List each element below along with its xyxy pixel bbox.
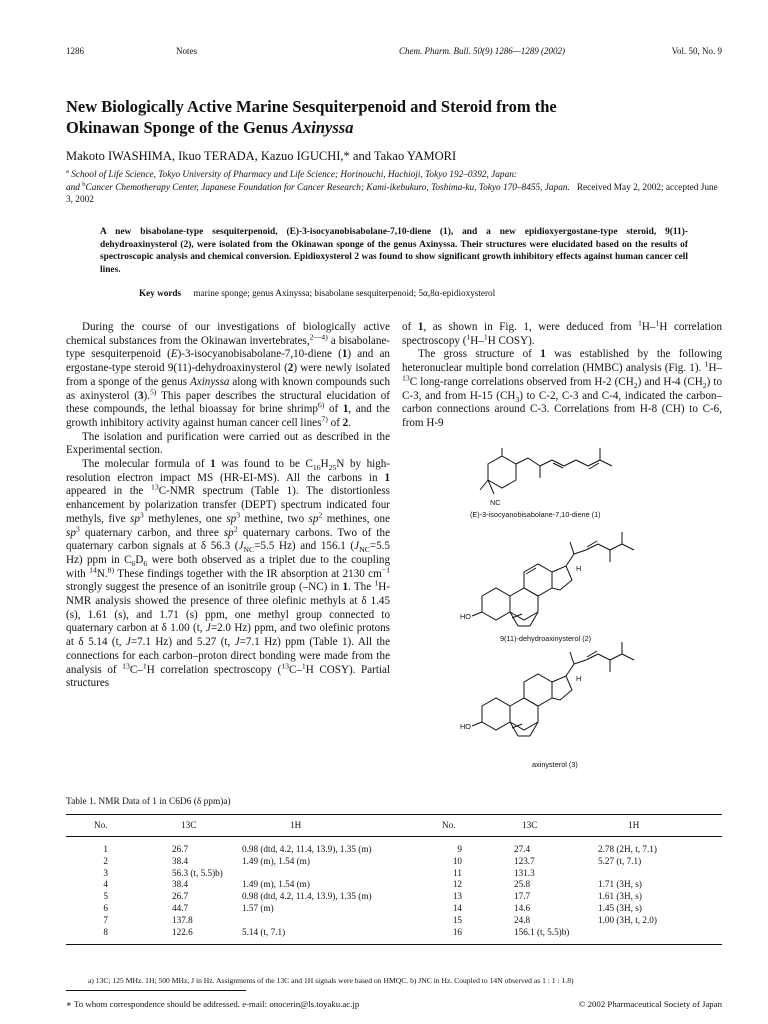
cell-no: 8 <box>103 926 108 937</box>
section-label: Notes <box>176 46 197 56</box>
correspondence-note: ∗ To whom correspondence should be addressed. e-mail: onocerin@ls.toyaku.ac.jp <box>66 999 360 1009</box>
cell-no: 14 <box>452 902 462 913</box>
affiliation-and: and <box>66 182 80 193</box>
table-header-13c: 13C <box>522 820 538 830</box>
h-label: H <box>576 564 582 573</box>
cell-13c: 56.3 (t, 5.5)b) <box>172 867 223 878</box>
h-label: H <box>576 674 582 683</box>
footnote-rule <box>66 990 246 991</box>
cell-13c: 26.7 <box>172 844 189 854</box>
volume-label: Vol. 50, No. 9 <box>671 46 722 56</box>
table-header-rule <box>66 836 722 837</box>
nc-label: NC <box>490 498 501 507</box>
cell-13c: 17.7 <box>514 891 531 902</box>
cell-no: 15 <box>452 914 462 925</box>
received-dates: Received May 2, 2002; accepted June 3, 2002 <box>66 182 718 206</box>
structure-figure <box>460 448 660 770</box>
cell-13c: 38.4 <box>172 855 189 866</box>
cell-13c: 26.7 <box>172 891 189 902</box>
copyright: © 2002 Pharmaceutical Society of Japan <box>578 999 722 1009</box>
structure-3-label: axinysterol (3) <box>532 760 578 769</box>
author-list <box>66 149 706 164</box>
affiliations: $^a$ School of Life Science, Tokyo University of Pharmacy and Life Science; Horinouchi, Hachioji, Tokyo 192–0392, Japan: and $^b$Cancer Chemotherapy Center, Japanese Foundation for Cancer Research; Kami-ikebukuro, Toshima-ku, Tokyo 170–8455, Japan. Received May 2, 2002; accepted June 3, 2002 <box>66 167 718 206</box>
cell-13c: 27.4 <box>514 844 531 854</box>
title-line-1: New Biologically Active Marine Sesquiterpenoid and Steroid from the <box>66 97 557 116</box>
table-header-1h: 1H <box>628 820 640 830</box>
keywords <box>139 288 495 298</box>
cell-13c: 24.8 <box>514 914 531 925</box>
cell-1h: 1.71 (3H, s) <box>598 879 642 890</box>
cell-13c: 25.8 <box>514 879 531 890</box>
journal-citation: Chem. Pharm. Bull. 50(9) 1286—1289 (2002) <box>399 46 565 56</box>
table-bottom-rule <box>66 944 722 945</box>
body-column-left <box>66 321 390 691</box>
affiliation-b: Cancer Chemotherapy Center, Japanese Foundation for Cancer Research; Kami-ikebukuro, Toshima-ku, Tokyo 170–8455, Japan. <box>85 182 570 193</box>
table-footnote: a) 13C; 125 MHz. 1H; 500 MHz, J in Hz. Assignments of the 13C and 1H signals were based on HMQC. b) JNC in Hz. Coupled to 14N observed as 1 : 1 : 1.8) <box>88 976 574 985</box>
cell-1h: 1.00 (3H, t, 2.0) <box>598 914 657 925</box>
table-row <box>66 856 722 868</box>
abstract: A new bisabolane-type sesquiterpenoid, (E)-3-isocyanobisabolane-7,10-diene (1), and a new epidioxyergostane-type steroid, 9(11)-dehydroaxinysterol (2), were isolated from the Okinawan sponge of the genus Axinyssa. Their structures were elucidated based on the results of spectroscopic analysis and chemical conversion. Epidioxysterol 2 was found to show significant growth inhibitory effects against human cancer cell lines. <box>100 227 688 275</box>
table-body <box>66 844 722 938</box>
cell-1h: 0.98 (dtd, 4.2, 11.4, 13.9), 1.35 (m) <box>242 844 372 854</box>
page-number: 1286 <box>66 46 84 56</box>
table-row <box>66 927 722 939</box>
table-header-no: No. <box>442 820 456 830</box>
structures-drawing <box>460 448 660 770</box>
cell-1h: 5.14 (t, 7.1) <box>242 926 286 937</box>
cell-1h: 1.49 (m), 1.54 (m) <box>242 879 310 890</box>
table-row <box>66 879 722 891</box>
ho-label: HO <box>460 612 471 621</box>
cell-no: 3 <box>103 867 108 878</box>
article-title <box>66 96 706 138</box>
cell-13c: 38.4 <box>172 879 189 890</box>
cell-no: 6 <box>103 902 108 913</box>
cell-13c: 14.6 <box>514 902 531 913</box>
paragraph: The gross structure of 1 was established by the following heteronuclear multiple bond correlation (HMBC) analysis (Fig. 1). $^1$H–$^{13}$C long-range correlations observed from H-2 $(CH_2)$ and H-4 $(CH_2)$ to C-3, and from H-15 $(CH_3)$ to C-2, C-3 and C-4, indicated the carbon–carbon connections around C-3. Correlations from H-8 (CH) to C-6, from H-9 <box>402 348 722 429</box>
structure-1 <box>480 448 612 494</box>
table-row <box>66 844 722 856</box>
cell-13c: 156.1 (t, 5.5)b) <box>514 926 570 937</box>
paragraph: The isolation and purification were carried out as described in the Experimental section. <box>66 430 390 457</box>
cell-13c: 123.7 <box>514 855 535 866</box>
cell-1h: 1.49 (m), 1.54 (m) <box>242 855 310 866</box>
table-caption: Table 1. NMR Data of 1 in C6D6 (δ ppm)a) <box>66 797 231 807</box>
affiliation-a: School of Life Science, Tokyo University of Pharmacy and Life Science; Horinouchi, Hachioji, Tokyo 192–0392, Japan: <box>71 170 517 180</box>
body-column-right <box>402 318 722 431</box>
table-top-rule <box>66 814 722 815</box>
table-row <box>66 915 722 927</box>
cell-1h: 5.27 (t, 7.1) <box>598 855 642 866</box>
table-header-no: No. <box>94 820 108 830</box>
cell-1h: 0.98 (dtd, 4.2, 11.4, 13.9), 1.35 (m) <box>242 891 372 902</box>
cell-no: 16 <box>452 926 462 937</box>
cell-1h: 2.78 (2H, t, 7.1) <box>598 844 657 854</box>
cell-13c: 137.8 <box>172 914 193 925</box>
title-genus: Axinyssa <box>292 118 354 137</box>
paragraph: The molecular formula of 1 was found to be $C_{16}H_{25}N$ by high-resolution electron impact MS (HR-EI-MS). All the carbons in 1 appeared in the $^{13}$C-NMR spectrum (Table 1). The distortionless enhancement by polarization transfer (DEPT) spectrum indicated four methyls, five $sp^3$ methylenes, one $sp^3$ methine, two $sp^2$ methines, one $sp^3$ quaternary carbon, and three $sp^2$ quaternary carbons. Two of the quaternary carbon signals at δ 56.3 ($J_{NC}=5.5$ Hz) and 156.1 ($J_{NC}=5.5$ Hz) ppm in $C_6D_6$ were both observed as a triplet due to the coupling with $^{14}$N.$^{8)}$ These findings together with the IR absorption at 2130 $cm^{-1}$ strongly suggest the presence of an isonitrile group (–NC) in 1. The $^1$H-NMR analysis showed the presence of three olefinic methyls at δ 1.45 (s), 1.61 (s), and 1.71 (s) ppm, one methyl group connected to quaternary carbon at δ 1.00 (t, J=2.0 Hz) ppm, and two olefinic protons at δ 5.14 (t, J=7.1 Hz) and 5.27 (t, J=7.1 Hz) ppm (Table 1). All the connections for each carbon–proton direct bonding were made from the analysis of $^{13}$C–$^1$H correlation spectroscopy ($^{13}$C–$^1$H COSY). Partial structures <box>66 458 391 690</box>
cell-no: 4 <box>103 879 108 890</box>
authors-text: Makoto IWASHIMA, Ikuo TERADA, Kazuo IGUCHI,* and Takao YAMORI <box>66 149 457 163</box>
cell-no: 2 <box>103 855 108 866</box>
cell-1h: 1.45 (3H, s) <box>598 902 642 913</box>
table-header-13c: 13C <box>181 820 197 830</box>
paragraph: During the course of our investigations of biologically active chemical substances from the Okinawan invertebrates,$^{2—4)}$ a bisabolane-type sesquiterpenoid (E)-3-isocyanobisabolane-7,10-diene (1) and an ergostane-type steroid 9(11)-dehydroaxinysterol (2) were newly isolated from a sponge of the genus Axinyssa along with known compounds such as axinysterol (3).$^{5)}$ This paper describes the structural elucidation of these compounds, the lethal bioassay for brine shrimp$^{6)}$ of 1, and the growth inhibitory activity against human cancer cell lines$^{7)}$ of 2. <box>66 321 391 429</box>
cell-1h: 1.61 (3H, s) <box>598 891 642 902</box>
cell-no: 11 <box>453 867 462 878</box>
cell-13c: 131.3 <box>514 867 535 878</box>
cell-13c: 122.6 <box>172 926 193 937</box>
cell-no: 1 <box>103 844 108 854</box>
title-line-2: Okinawan Sponge of the Genus Axinyssa <box>66 118 354 137</box>
structure-3 <box>472 642 634 736</box>
ho-label: HO <box>460 722 471 731</box>
cell-1h: 1.57 (m) <box>242 902 274 913</box>
keywords-label: Key words <box>139 288 182 298</box>
cell-no: 10 <box>452 855 462 866</box>
cell-no: 12 <box>452 879 462 890</box>
cell-no: 9 <box>457 844 462 854</box>
paragraph: of 1, as shown in Fig. 1, were deduced from $^1$H–$^1$H correlation spectroscopy ($^1$H–$^1$H COSY). <box>402 318 722 347</box>
cell-no: 7 <box>103 914 108 925</box>
cell-no: 5 <box>103 891 108 902</box>
structure-2 <box>472 532 634 626</box>
running-header <box>66 46 722 60</box>
structure-1-label: (E)-3-isocyanobisabolane-7,10-diene (1) <box>470 510 601 519</box>
cell-no: 13 <box>452 891 462 902</box>
keywords-text: marine sponge; genus Axinyssa; bisabolane sesquiterpenoid; 5α,8α-epidioxysterol <box>193 288 496 298</box>
table-row <box>66 903 722 915</box>
table-row <box>66 891 722 903</box>
structure-2-label: 9(11)-dehydroaxinysterol (2) <box>500 634 592 643</box>
table-row <box>66 868 722 880</box>
table-header-1h: 1H <box>290 820 302 830</box>
cell-13c: 44.7 <box>172 902 189 913</box>
